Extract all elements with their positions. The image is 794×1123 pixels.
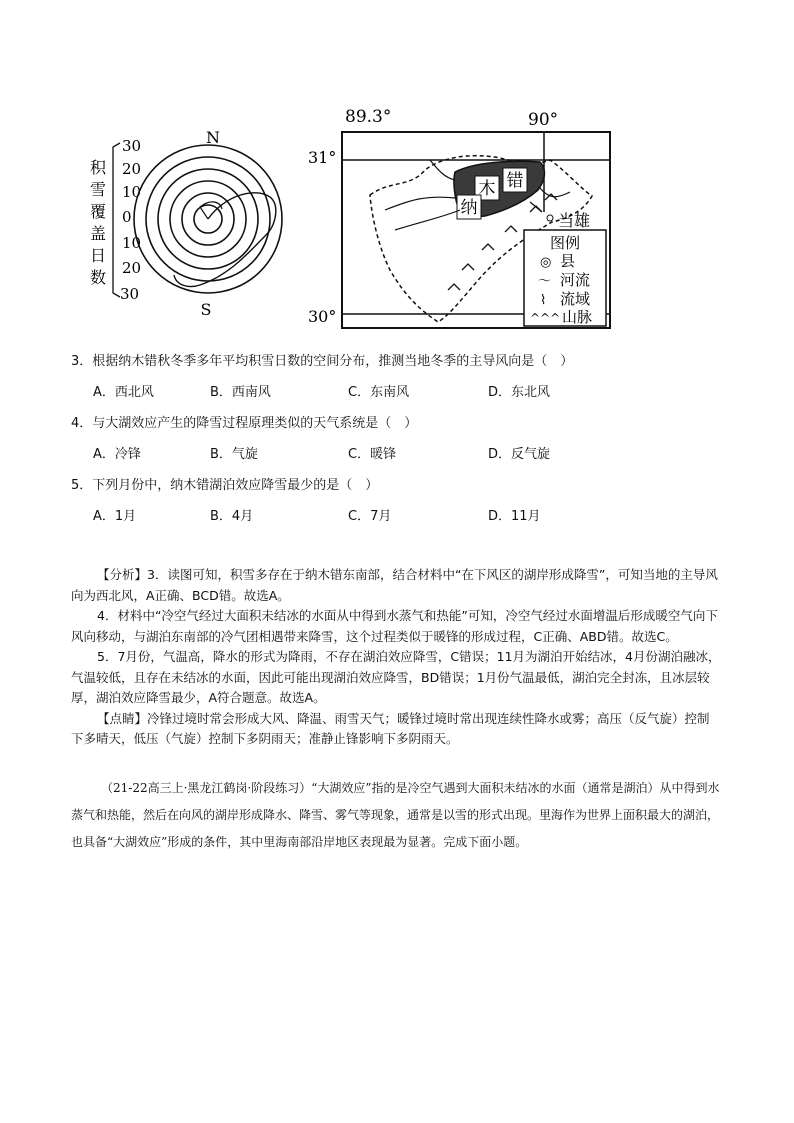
namco-basin-map [300,100,620,335]
option-a[interactable]: A．冷锋 [93,447,141,462]
legend-symbol: ◎ [540,255,552,270]
south-label: S [200,300,212,319]
tick-label: 30 [120,285,140,303]
analysis-paragraph: 5．7月份，气温高，降水的形式为降雨，不存在湖泊效应降雪，C错误；11月为湖泊开始结冰，4月份湖泊融冰，气温较低，且存在未结冰的水面，因此可能出现湖泊效应降雪，BD错误；1月份气温最低，湖泊完全封冻，且冰层较厚，湖泊效应降雪最少，A符合题意。故选A。 [71,649,721,705]
analysis-paragraph: 4．材料中“冷空气经过大面积未结冰的水面从中得到水蒸气和热能”可知，冷空气经过水面增温后形成暖空气向下风向移动，与湖泊东南部的冷气团相遇带来降雪，这个过程类似于暖锋的形成过程，C正确、ABD错。故选C。 [71,608,718,644]
lake-name-char: 错 [506,171,524,191]
question-4-stem: 4．与大湖效应产生的降雪过程原理类似的天气系统是（ ） [71,416,418,431]
material-passage [71,775,721,856]
analysis-tip: 【点睛】冷锋过境时常会形成大风、降温、雨雪天气；暖锋过境时常出现连续性降水或雾；高压（反气旋）控制下多晴天，低压（气旋）控制下多阴雨天；准静止锋影响下多阴雨天。 [71,710,710,746]
map-legend [524,230,606,326]
option-a[interactable]: A．西北风 [93,385,154,400]
ylabel-char: 覆 [89,202,107,221]
legend-title: 图例 [550,234,581,252]
lake-name-char: 纳 [460,198,478,218]
material-text: （21-22高三上·黑龙江鹤岗·阶段练习）“大湖效应”指的是冷空气遇到大面积未结冰的水面（通常是湖泊）从中得到水蒸气和热能，然后在向风的湖岸形成降水、降雪、雾气等现象，通常是以雪的形式出现。里海作为世界上面积最大的湖泊，也具备“大湖效应”形成的条件，其中里海南部沿岸地区表现最为显著。完成下面小题。 [71,781,720,849]
option-c[interactable]: C．东南风 [348,385,410,400]
lon-west-label: 89.3° [345,107,392,127]
y-axis-line [113,143,120,297]
ylabel-char: 日 [89,246,107,265]
town-symbol [547,215,553,221]
analysis-paragraph: 【分析】3．读图可知，积雪多存在于纳木错东南部，结合材料中“在下风区的湖岸形成降雪”，可知当地的主导风向为西北风，A正确、BCD错。故选A。 [71,567,718,603]
legend-label: 河流 [560,271,591,289]
town-label: 当雄 [558,211,591,230]
north-label: N [206,128,220,147]
question-3-stem: 3．根据纳木错秋冬季多年平均积雪日数的空间分布，推测当地冬季的主导风向是（ ） [71,354,574,369]
tick-label: 30 [122,137,142,155]
ylabel-char: 盖 [89,224,107,243]
option-c[interactable]: C．暖锋 [348,447,397,462]
legend-label: 山脉 [562,308,593,326]
option-d[interactable]: D．11月 [488,509,541,524]
snow-days-polar-figure [80,125,295,320]
option-c[interactable]: C．7月 [348,509,392,524]
option-b[interactable]: B．西南风 [210,385,271,400]
tick-label: 10 [122,234,142,252]
option-a[interactable]: A．1月 [93,509,137,524]
legend-symbol: 〜 [538,274,552,289]
tick-label: 20 [122,259,142,277]
lake-name-char: 木 [478,179,496,199]
option-d[interactable]: D．反气旋 [488,447,551,462]
ylabel-char: 数 [89,268,107,287]
option-b[interactable]: B．4月 [210,509,254,524]
option-b[interactable]: B．气旋 [210,447,258,462]
legend-symbol: ⌇ [540,293,547,308]
tick-label: 20 [122,160,142,178]
tick-label: 0 [122,208,132,226]
lat-south-label: 30° [308,307,337,326]
question-5-stem: 5．下列月份中，纳木错湖泊效应降雪最少的是（ ） [71,478,379,493]
legend-label: 流域 [560,290,591,308]
option-d[interactable]: D．东北风 [488,385,551,400]
tick-label: 10 [122,183,142,201]
lon-east-label: 90° [528,110,559,130]
lat-north-label: 31° [308,148,337,167]
legend-symbol: ^^^ [530,311,561,325]
analysis-section [71,565,721,750]
ylabel-char: 雪 [89,180,107,199]
legend-label: 县 [560,252,576,270]
ylabel-char: 积 [89,158,107,177]
